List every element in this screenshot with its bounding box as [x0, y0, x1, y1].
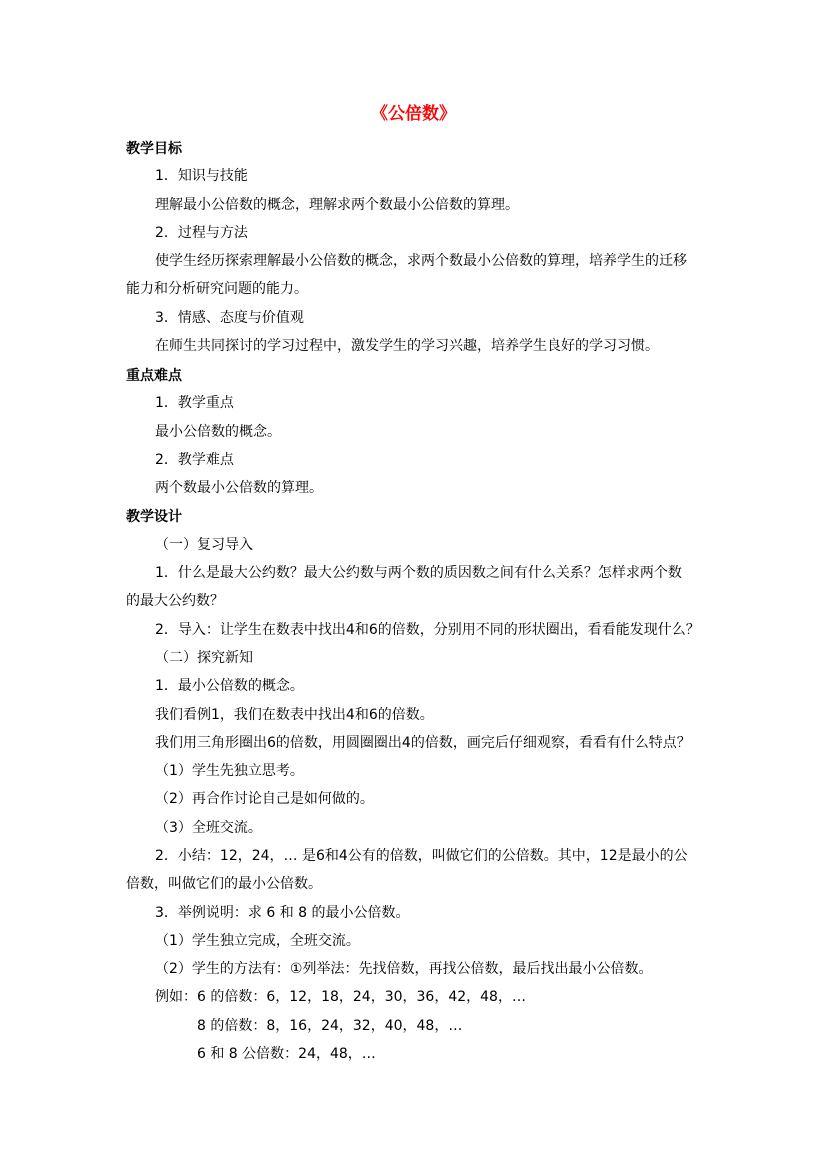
example-step-2: （2）学生的方法有：①列举法：先找倍数，再找公倍数，最后找出最小公倍数。 — [155, 961, 653, 977]
heading-teaching-design: 教学设计 — [126, 509, 182, 525]
key-point-text: 最小公倍数的概念。 — [155, 424, 281, 440]
goal-3-text: 在师生共同探讨的学习过程中，激发学生的学习兴趣，培养学生良好的学习习惯。 — [155, 338, 659, 354]
explore-step-3: （3）全班交流。 — [155, 820, 262, 836]
document-title: 《公倍数》 — [371, 104, 456, 124]
goal-2-text-line-2: 能力和分析研究问题的能力。 — [126, 281, 308, 297]
section-review-title: （一）复习导入 — [155, 537, 253, 553]
review-item-1-line-2: 的最大公约数？ — [126, 593, 224, 609]
example-multiples-6: 例如：6 的倍数：6，12，18，24，30，36，42，48，… — [155, 989, 526, 1005]
goal-3-title: 3．情感、态度与价值观 — [155, 310, 304, 326]
explore-step-2: （2）再合作讨论自己是如何做的。 — [155, 791, 374, 807]
explore-item-1-text-2: 我们用三角形圈出6的倍数，用圆圈圈出4的倍数，画完后仔细观察，看看有什么特点？ — [155, 735, 691, 751]
heading-key-points: 重点难点 — [126, 368, 182, 384]
difficulty-title: 2．教学难点 — [155, 452, 234, 468]
example-multiples-8: 8 的倍数：8，16，24，32，40，48，… — [197, 1018, 463, 1034]
heading-teaching-goals: 教学目标 — [126, 141, 182, 157]
review-item-1-line-1: 1．什么是最大公约数？最大公约数与两个数的质因数之间有什么关系？怎样求两个数 — [155, 565, 682, 581]
key-point-title: 1．教学重点 — [155, 395, 234, 411]
summary-line-1: 2．小结：12，24，… 是6和4公有的倍数，叫做它们的公倍数。其中，12是最小的公 — [155, 848, 688, 864]
goal-1-title: 1．知识与技能 — [155, 168, 248, 184]
explore-item-1-text-1: 我们看例1，我们在数表中找出4和6的倍数。 — [155, 707, 434, 723]
section-explore-title: （二）探究新知 — [155, 650, 253, 666]
example-step-1: （1）学生独立完成，全班交流。 — [155, 933, 360, 949]
difficulty-text: 两个数最小公倍数的算理。 — [155, 480, 323, 496]
review-item-2: 2．导入：让学生在数表中找出4和6的倍数，分别用不同的形状圈出，看看能发现什么？ — [155, 622, 700, 638]
goal-1-text: 理解最小公倍数的概念，理解求两个数最小公倍数的算理。 — [155, 197, 519, 213]
explore-item-1-title: 1．最小公倍数的概念。 — [155, 678, 304, 694]
summary-line-2: 倍数，叫做它们的最小公倍数。 — [126, 876, 322, 892]
example-title: 3．举例说明：求 6 和 8 的最小公倍数。 — [155, 905, 410, 921]
example-common-multiples: 6 和 8 公倍数：24，48，… — [197, 1046, 376, 1062]
explore-step-1: （1）学生先独立思考。 — [155, 763, 304, 779]
goal-2-title: 2．过程与方法 — [155, 225, 248, 241]
goal-2-text-line-1: 使学生经历探索理解最小公倍数的概念，求两个数最小公倍数的算理，培养学生的迁移 — [155, 253, 687, 269]
